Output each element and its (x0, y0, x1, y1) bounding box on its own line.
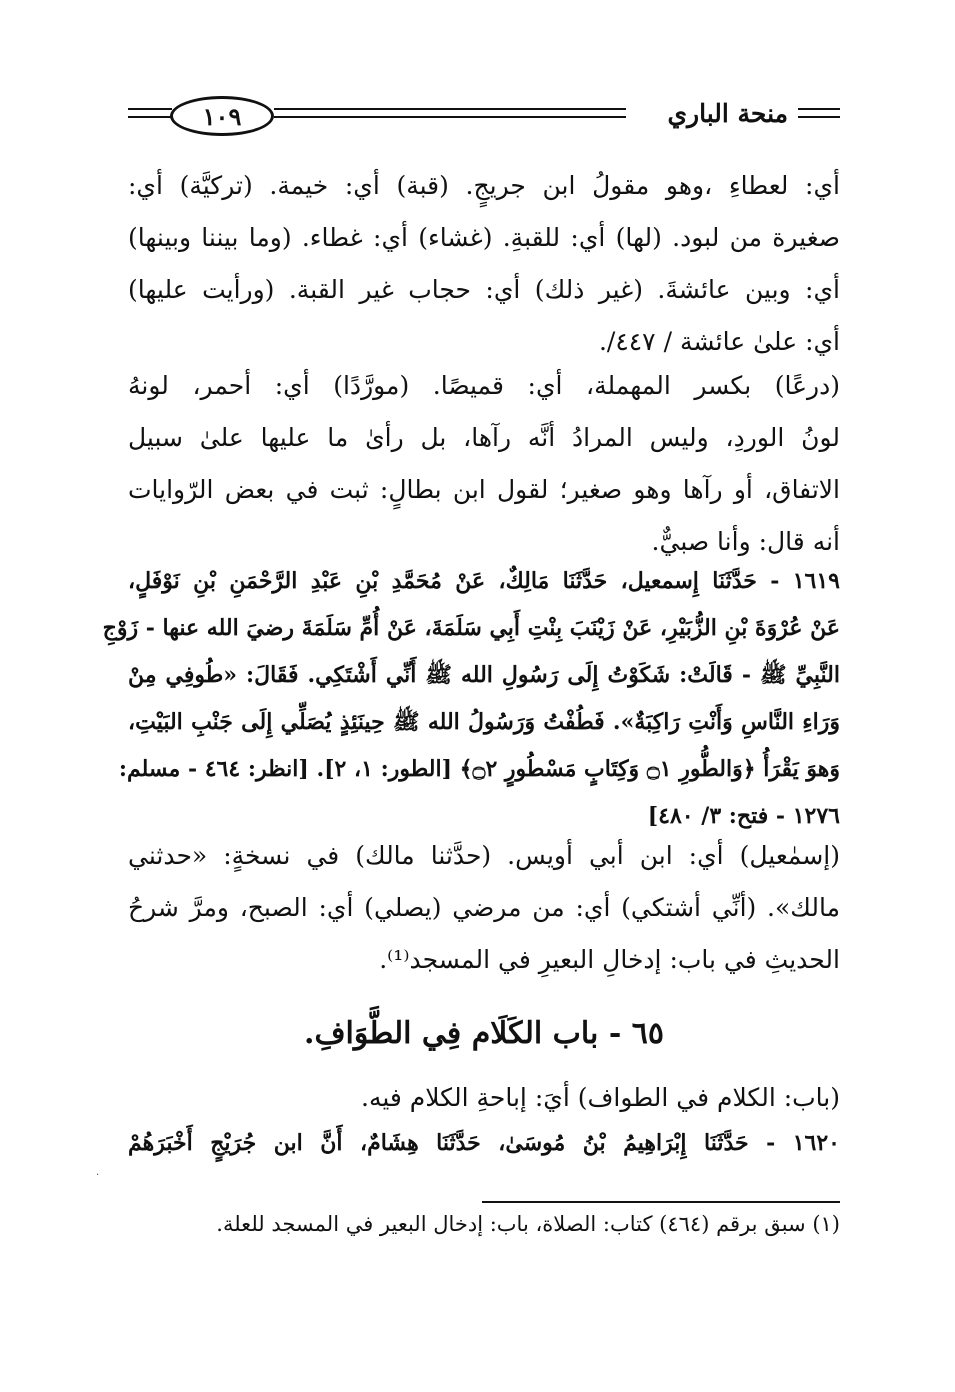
hadith-line: وَرَاءِ النَّاسِ وَأَنْتِ رَاكِبَةٌ». فَطُفْتُ وَرَسُولُ الله ﷺ حِينَئِذٍ يُصَلِّي إِلَى جَنْبِ البَيْتِ، (128, 709, 840, 735)
text-line: أي: لعطاءِ ،وهو مقولُ ابن جريجٍ. (قبة) أي: خيمة. (تركيَّة) أي: (128, 171, 840, 200)
text-line: لونُ الوردِ، وليس المرادُ أنَّه رآها، بل رأىٰ ما عليها علىٰ سبيل (128, 423, 840, 452)
header-rule-left-top (128, 108, 172, 110)
chapter-heading: ٦٥ - باب الكَلَام فِي الطَّوَافِ. (304, 1016, 664, 1051)
stray-mark: · (96, 1170, 100, 1181)
text-line: الاتفاق، أو رآها وهو صغير؛ لقول ابن بطالٍ: ثبت في بعض الرّوايات (128, 475, 840, 504)
commentary-paragraph-3 (128, 830, 840, 986)
text-line: أنه قال: وأنا صبيٌّ. (651, 527, 840, 556)
header-rule-right-top (798, 108, 840, 110)
header-rule-middle-top (274, 108, 626, 110)
text-line: (درعًا) بكسر المهملة، أي: قميصًا. (مورَّدًا) أي: أحمر، لونهُ (128, 371, 840, 400)
commentary-paragraph-2 (128, 360, 840, 568)
header-rule-right-bottom (798, 116, 840, 118)
text-line: أي: وبين عائشةَ. (غير ذلك) أي: حجاب غير القبة. (ورأيت عليها) (128, 275, 840, 304)
text-line: (إسمٰعيل) أي: ابن أبي أويس. (حدَّثنا مالك) في نسخةٍ: «حدثني (128, 841, 840, 870)
text-line: صغيرة من لبود. (لها) أي: للقبةِ. (غشاء) أي: غطاء. (وما بيننا وبينها) (128, 223, 840, 252)
hadith-line: النَّبِيِّ ﷺ - قَالَتْ: شَكَوْتُ إِلَى رَسُولِ الله ﷺ أَنِّي أَشْتَكِي. فَقَالَ: «طُوفِي مِنْ (128, 662, 840, 688)
header-rule-left-bottom (128, 116, 172, 118)
hadith-1619 (102, 558, 840, 840)
hadith-1620 (128, 1120, 840, 1167)
footnote-divider (482, 1201, 840, 1203)
footnote-1: (١) سبق برقم (٤٦٤) كتاب: الصلاة، باب: إدخال البعير في المسجد للعلة. (216, 1212, 840, 1236)
header-rule-middle-bottom (274, 116, 626, 118)
text-line: الحديثِ في باب: إدخالِ البعيرِ في المسجد⁽¹⁾. (379, 945, 840, 974)
page-header (128, 86, 840, 146)
page-number: ١٠٩ (170, 96, 274, 136)
commentary-paragraph-4 (128, 1072, 840, 1124)
text-line: أي: علىٰ عائشة / ٤٤٧/. (598, 327, 840, 356)
text-line: (باب: الكلام في الطواف) أيَ: إباحةِ الكلام فيه. (361, 1083, 840, 1112)
running-title: منحة الباري (667, 99, 788, 128)
hadith-line: وَهوَ يَقْرَأُ ﴿وَالطُّورِ ۝١ وَكِتَابٍ مَسْطُورٍ ۝٢﴾ [الطور: ١، ٢]. [انظر: ٤٦٤ - مسلم: (118, 756, 840, 782)
text-line: مالك». (أنِّي أشتكي) أي: من مرضي (يصلي) أي: الصبح، ومرَّ شرحُ (128, 893, 840, 922)
hadith-line: ١٦٢٠ - حَدَّثَنَا إِبْرَاهِيمُ بْنُ مُوسَىٰ، حَدَّثَنَا هِشَامٌ، أَنَّ ابن جُرَيْجٍ أَخْبَرَهُمْ (128, 1130, 840, 1156)
hadith-line: ١٢٧٦ - فتح: ٣/ ٤٨٠] (647, 803, 840, 829)
hadith-line: ١٦١٩ - حَدَّثَنَا إِسمعيل، حَدَّثَنَا مَالِكٌ، عَنْ مُحَمَّدِ بْنِ عَبْدِ الرَّحْمَنِ بْنِ نَوْفَلٍ، (128, 568, 840, 594)
hadith-line: عَنْ عُرْوَةَ بْنِ الزُّبَيْرِ، عَنْ زَيْنَبَ بِنْتِ أَبِي سَلَمَةَ، عَنْ أُمِّ سَلَمَةَ رضيَ الله عنها - زَوْجِ (102, 615, 840, 641)
commentary-paragraph-1 (128, 160, 840, 368)
